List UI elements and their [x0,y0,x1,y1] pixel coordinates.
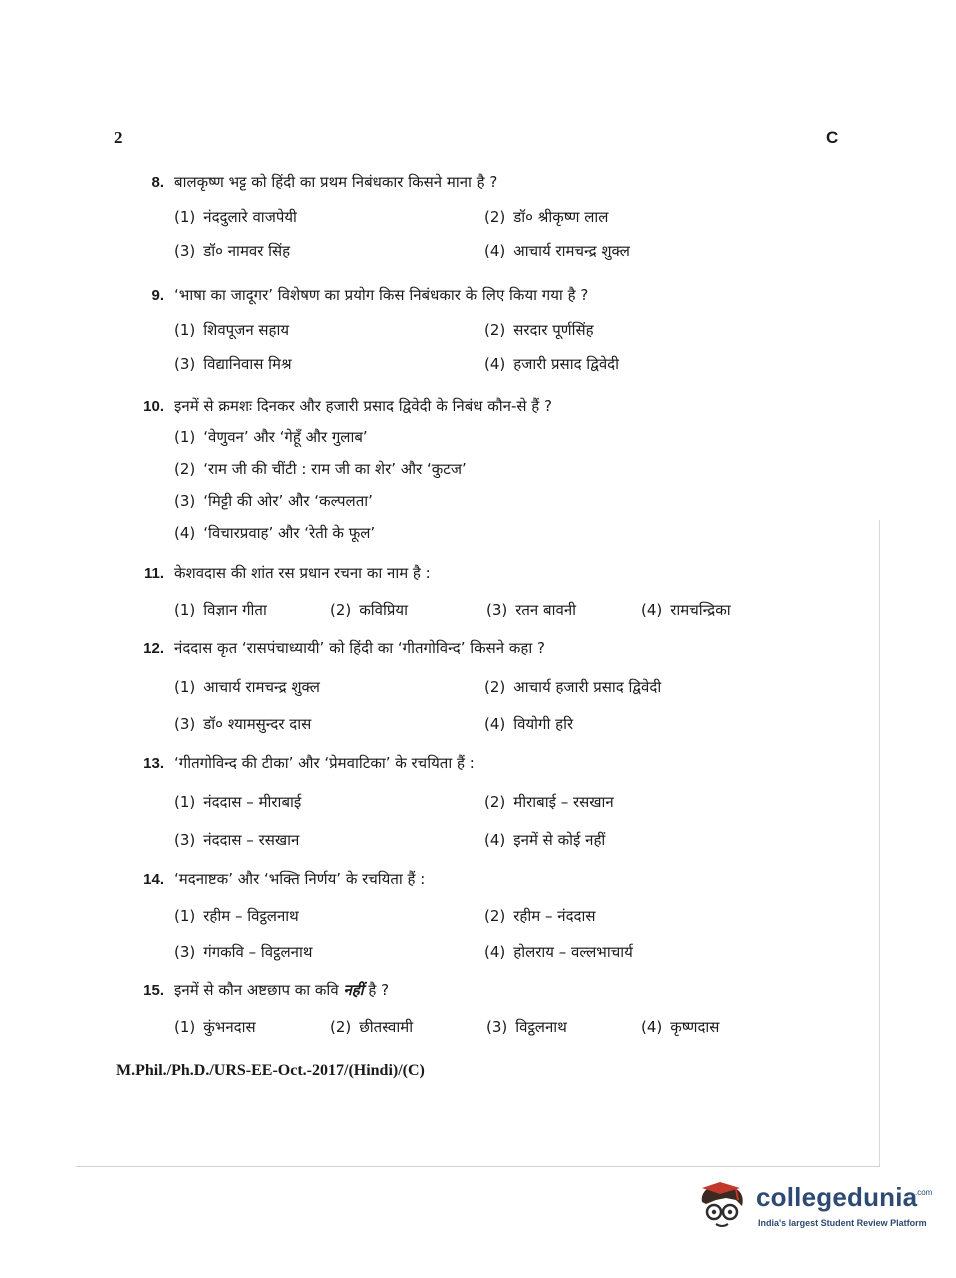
set-code: C [826,128,839,147]
question-text: ‘गीतगोविन्द की टीका’ और ‘प्रेमवाटिका’ के रचयिता हैं : [174,754,475,772]
option-3: (3) गंगकवि – विट्ठलनाथ [174,943,313,961]
brand-tagline: India's largest Student Review Platform [758,1218,927,1228]
question-number: 13. [143,755,164,772]
option-1: (1) कुंभनदास [174,1018,256,1036]
option-1: (1) ‘वेणुवन’ और ‘गेहूँ और गुलाब’ [174,428,368,446]
question-text: केशवदास की शांत रस प्रधान रचना का नाम है : [174,564,431,582]
question-text: ‘मदनाष्टक’ और ‘भक्ति निर्णय’ के रचयिता हैं : [174,870,426,888]
question-number: 15. [143,982,164,999]
option-1: (1) आचार्य रामचन्द्र शुक्ल [174,678,320,696]
option-1: (1) नंददुलारे वाजपेयी [174,208,297,226]
question-text: इनमें से कौन अष्टछाप का कवि नहीं है ? [174,981,390,999]
option-2: (2) डॉ० श्रीकृष्ण लाल [484,208,609,226]
option-1: (1) रहीम – विट्ठलनाथ [174,907,299,925]
scan-edge-horizontal [76,1166,880,1167]
option-4: (4) ‘विचारप्रवाह’ और ‘रेती के फूल’ [174,524,376,542]
option-1: (1) नंददास – मीराबाई [174,793,302,811]
option-4: (4) रामचन्द्रिका [641,601,731,619]
option-4: (4) इनमें से कोई नहीं [484,831,606,849]
option-2: (2) रहीम – नंददास [484,907,596,925]
option-4: (4) कृष्णदास [641,1018,720,1036]
question-text: इनमें से क्रमशः दिनकर और हजारी प्रसाद द्विवेदी के निबंध कौन-से हैं ? [174,397,553,415]
paper-code-footer: M.Phil./Ph.D./URS-EE-Oct.-2017/(Hindi)/(C) [116,1062,425,1079]
option-4: (4) होलराय – वल्लभाचार्य [484,943,633,961]
option-3: (3) विद्यानिवास मिश्र [174,355,292,373]
emphasis-not: नहीं [343,981,364,999]
option-4: (4) वियोगी हरि [484,715,574,733]
question-9 [128,285,888,386]
option-1: (1) शिवपूजन सहाय [174,321,290,339]
question-11 [128,563,888,634]
option-2: (2) आचार्य हजारी प्रसाद द्विवेदी [484,678,662,696]
option-3: (3) रतन बावनी [486,601,577,619]
question-text: बालकृष्ण भट्ट को हिंदी का प्रथम निबंधकार किसने माना है ? [174,173,498,191]
option-1: (1) विज्ञान गीता [174,601,267,619]
question-text: नंददास कृत ‘रासपंचाध्यायी’ को हिंदी का ‘गीतगोविन्द’ किसने कहा ? [174,639,545,657]
option-2: (2) छीतस्वामी [330,1018,414,1036]
option-3: (3) विट्ठलनाथ [486,1018,567,1036]
collegedunia-watermark [696,1180,936,1240]
brand-name: collegedunia [756,1182,918,1212]
option-3: (3) डॉ० श्यामसुन्दर दास [174,715,312,733]
option-2: (2) मीराबाई – रसखान [484,793,614,811]
option-3: (3) नंददास – रसखान [174,831,300,849]
question-number: 9. [151,287,164,304]
question-8 [128,172,888,273]
question-number: 14. [143,871,164,888]
option-2: (2) ‘राम जी की चींटी : राम जी का शेर’ और ‘कुटज’ [174,460,467,478]
option-4: (4) हजारी प्रसाद द्विवेदी [484,355,620,373]
brand-domain: .com [915,1188,933,1197]
option-2: (2) सरदार पूर्णसिंह [484,321,594,339]
question-14 [128,869,888,970]
option-4: (4) आचार्य रामचन्द्र शुक्ल [484,242,630,260]
page-number: 2 [114,128,123,147]
student-mascot-icon [696,1180,750,1232]
question-12 [128,638,888,739]
option-2: (2) कविप्रिया [330,601,409,619]
scan-edge-vertical [879,520,880,1166]
option-3: (3) ‘मिट्टी की ओर’ और ‘कल्पलता’ [174,492,373,510]
option-3: (3) डॉ० नामवर सिंह [174,242,291,260]
question-text: ‘भाषा का जादूगर’ विशेषण का प्रयोग किस निबंधकार के लिए किया गया है ? [174,286,589,304]
question-number: 12. [143,640,164,657]
question-15 [128,980,888,1051]
question-13 [128,753,888,854]
question-number: 10. [143,398,164,415]
question-number: 11. [143,565,164,582]
question-10 [128,396,888,547]
question-number: 8. [151,174,164,191]
